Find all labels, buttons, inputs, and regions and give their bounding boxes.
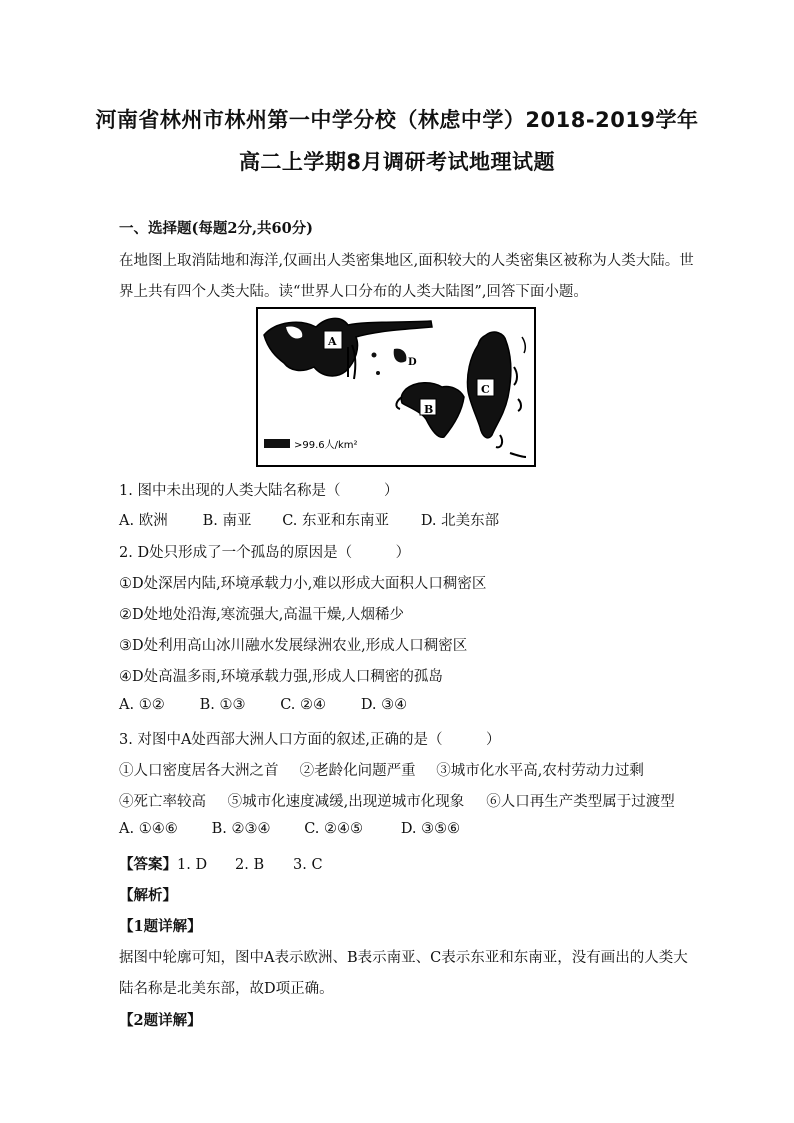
q3-option-d[interactable]: D. ③⑤⑥ — [400, 821, 461, 837]
q3-statement-1: ①人口密度居各大洲之首 — [119, 763, 279, 779]
q2-option-b[interactable]: B. ①③ — [199, 697, 246, 713]
q3-option-b[interactable]: B. ②③④ — [211, 821, 271, 837]
intro-line-1: 在地图上取消陆地和海洋,仅画出人类密集地区,面积较大的人类密集区被称为人类大陆。世 — [119, 253, 694, 269]
intro-line-2: 界上共有四个人类大陆。读“世界人口分布的人类大陆图”,回答下面小题。 — [119, 284, 588, 300]
q2-statement-1: ①D处深居内陆,环境承载力小,难以形成大面积人口稠密区 — [119, 576, 487, 592]
answer-line — [119, 853, 323, 874]
q3-option-a[interactable]: A. ①④⑥ — [119, 821, 178, 837]
q3-statements-row-1 — [119, 759, 644, 780]
document-title-line1: 河南省林州市林州第一中学分校（林虑中学）2018-2019学年 — [95, 108, 699, 132]
q3-statement-3: ③城市化水平高,农村劳动力过剩 — [436, 763, 644, 779]
map-label-c: C — [481, 383, 490, 396]
answer-1: 1. D — [177, 857, 208, 873]
document-title-line2: 高二上学期8月调研考试地理试题 — [238, 150, 556, 174]
question-2-stem: 2. D处只形成了一个孤岛的原因是（ ） — [119, 545, 411, 561]
q3-statement-6: ⑥人口再生产类型属于过渡型 — [486, 794, 675, 810]
map-label-a: A — [328, 335, 337, 348]
q1-option-b[interactable]: B. 南亚 — [202, 513, 252, 529]
q3-statement-5: ⑤城市化速度减缓,出现逆城市化现象 — [227, 794, 465, 810]
analysis-label: 【解析】 — [119, 887, 177, 904]
q2-statement-2: ②D处地处沿海,寒流强大,高温干燥,人烟稀少 — [119, 607, 404, 623]
question-3-stem: 3. 对图中A处西部大洲人口方面的叙述,正确的是（ ） — [119, 732, 501, 748]
q2-detail-label: 【2题详解】 — [119, 1012, 202, 1029]
q2-option-d[interactable]: D. ③④ — [360, 697, 408, 713]
q1-option-c[interactable]: C. 东亚和东南亚 — [282, 513, 390, 529]
question-1-stem: 1. 图中未出现的人类大陆名称是（ ） — [119, 483, 399, 499]
map-label-d: D — [408, 357, 417, 368]
question-3-options — [119, 821, 460, 837]
legend-swatch-icon — [264, 439, 290, 448]
q2-statement-4: ④D处高温多雨,环境承载力强,形成人口稠密的孤岛 — [119, 669, 443, 685]
answer-2: 2. B — [235, 857, 265, 873]
q1-option-d[interactable]: D. 北美东部 — [420, 513, 500, 529]
q3-statement-2: ②老龄化问题严重 — [299, 763, 416, 779]
q2-statement-3: ③D处利用高山冰川融水发展绿洲农业,形成人口稠密区 — [119, 638, 468, 654]
question-1-options — [119, 509, 499, 530]
question-2-options — [119, 697, 407, 713]
q1-detail-label: 【1题详解】 — [119, 918, 202, 935]
q2-option-a[interactable]: A. ①② — [119, 697, 165, 713]
answer-label: 【答案】 — [119, 856, 177, 873]
section-heading: 一、选择题(每题2分,共60分) — [119, 220, 314, 237]
answer-3: 3. C — [293, 857, 323, 873]
map-label-b: B — [424, 403, 434, 416]
q3-option-c[interactable]: C. ②④⑤ — [304, 821, 364, 837]
q1-detail-line-1: 据图中轮廓可知，图中A表示欧洲、B表示南亚、C表示东亚和东南亚，没有画出的人类大 — [119, 950, 688, 966]
map-legend-text: >99.6人/km² — [294, 440, 358, 451]
q3-statements-row-2 — [119, 790, 675, 811]
q1-option-a[interactable]: A. 欧洲 — [119, 513, 168, 529]
q1-detail-line-2: 陆名称是北美东部，故D项正确。 — [119, 981, 334, 997]
population-continent-map — [256, 307, 536, 467]
q3-statement-4: ④死亡率较高 — [119, 794, 206, 810]
q2-option-c[interactable]: C. ②④ — [280, 697, 327, 713]
